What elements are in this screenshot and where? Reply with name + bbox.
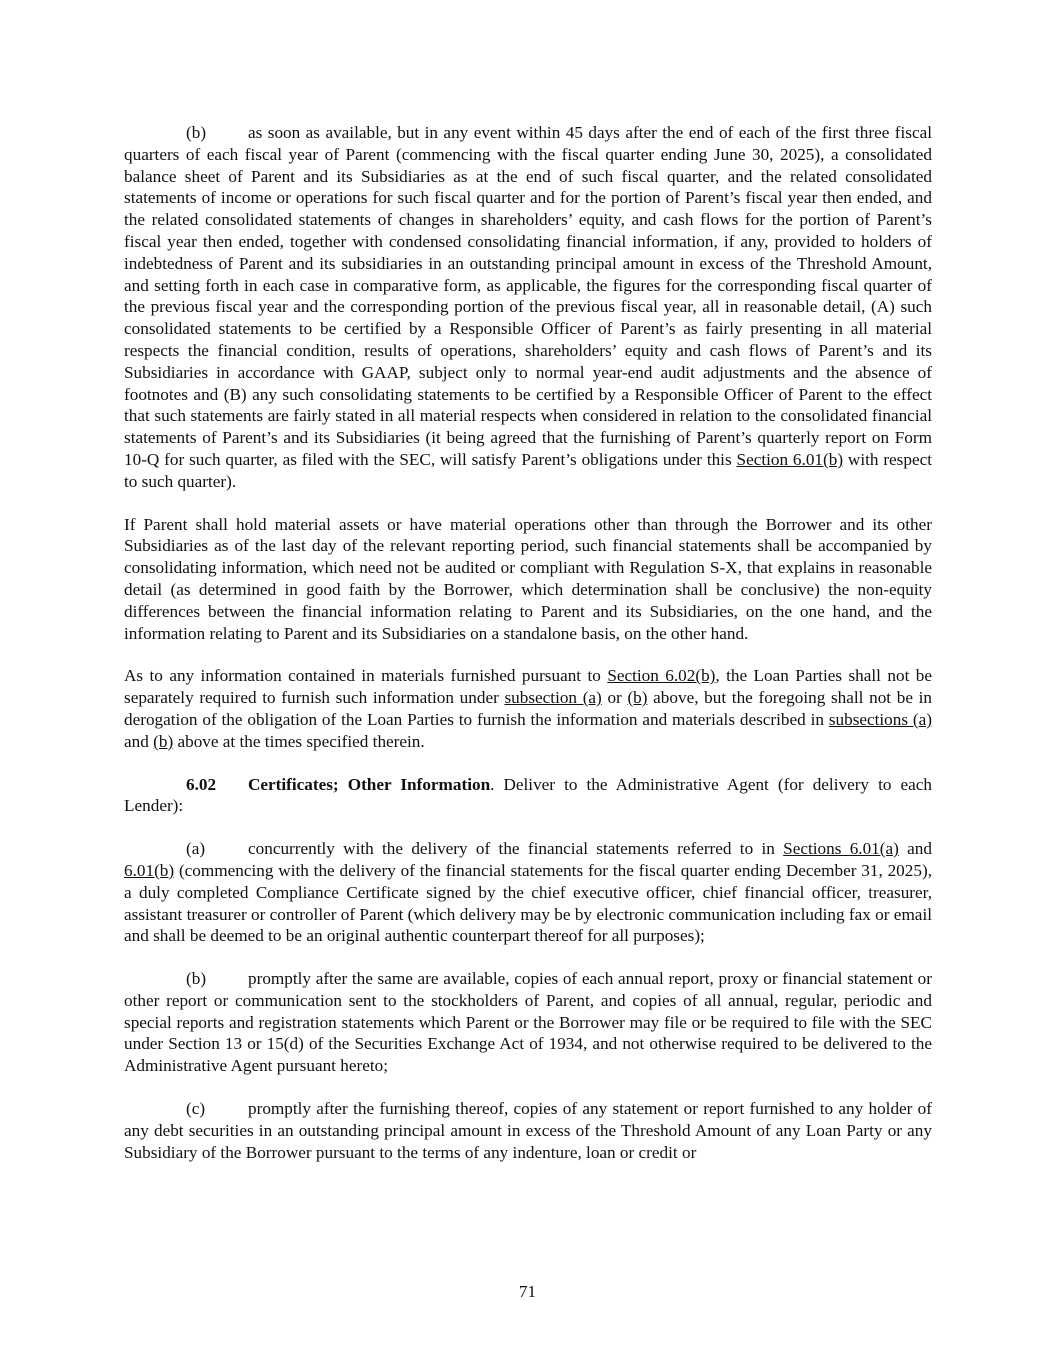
- paragraph-text: promptly after the furnishing thereof, copies of any statement or report furnished to any holder of any debt securities in an outstanding principal amount in excess of the Threshold Amount of any Loan Party or any Subsidiary of the Borrower pursuant to the terms of any indenture, loan or credit or: [124, 1099, 932, 1162]
- section-reference-link: 6.01(b): [124, 860, 175, 880]
- paragraph-text: as soon as available, but in any event within 45 days after the end of each of the first three fiscal quarters of each fiscal year of Parent (commencing with the fiscal quarter ending June 30, 2025), a consolidated balance sheet of Parent and its Subsidiaries as at the end of such fiscal quarter, and the related consolidated statements of income or operations for such fiscal quarter and for the portion of Parent’s fiscal year then ended, and the related consolidated statements of changes in shareholders’ equity, and cash flows for the portion of Parent’s fiscal year then ended, together with condensed consolidating financial information, if any, provided to holders of indebtedness of Parent and its subsidiaries in an outstanding principal amount in excess of the Threshold Amount, and setting forth in each case in comparative form, as applicable, the figures for the corresponding fiscal quarter of the previous fiscal year and the corresponding portion of the previous fiscal year, all in reasonable detail, (A) such consolidated statements to be certified by a Responsible Officer of Parent’s as fairly presenting in all material respects the financial condition, results of operations, shareholders’ equity and cash flows of Parent’s and its Subsidiaries in accordance with GAAP, subject only to normal year-end audit adjustments and the absence of footnotes and (B) any such consolidating statements to be certified by a Responsible Officer of Parent to the effect that such statements are fairly stated in all material respects when considered in relation to the consolidated financial statements of Parent’s and its Subsidiaries (it being agreed that the furnishing of Parent’s quarterly report on Form 10-Q for such quarter, as filed with the SEC, will satisfy Parent’s obligations under this: [124, 123, 932, 469]
- paragraph-text: concurrently with the delivery of the financial statements referred to in: [248, 839, 784, 859]
- item-c: [124, 1098, 932, 1163]
- section-reference-link: subsection (a): [504, 688, 602, 708]
- paragraph-text: If Parent shall hold material assets or have material operations other than through the Borrower and its other Subsidiaries as of the last day of the relevant reporting period, such financial statements shall be accompanied by consolidating information, which need not be audited or compliant with Regulation S-X, that explains in reasonable detail (as determined in good faith by the Borrower, which determination shall be conclusive) the non-equity differences between the financial information relating to Parent and its Subsidiaries, on the one hand, and the information relating to Parent and its Subsidiaries on a standalone basis, on the other hand.: [124, 514, 932, 643]
- paragraph-marker: (b): [186, 969, 207, 989]
- paragraph-as-to-information: [124, 665, 932, 752]
- section-reference-link: Section 6.02(b): [607, 666, 716, 686]
- paragraph-text: As to any information contained in materials furnished pursuant to: [124, 666, 608, 686]
- section-reference-link: Section 6.01(b): [736, 449, 844, 469]
- section-reference-link: Sections 6.01(a): [783, 839, 899, 859]
- paragraph-parent-consolidating: [124, 514, 932, 645]
- section-reference-link: subsections (a): [828, 709, 932, 729]
- paragraph-text: above at the times specified therein.: [173, 731, 425, 751]
- item-b: [124, 968, 932, 1077]
- paragraph-text: , the Loan Parties shall not be separately required to furnish such information under: [124, 666, 932, 708]
- paragraph-text: promptly after the same are available, copies of each annual report, proxy or financial statement or other report or communication sent to the stockholders of Parent, and copies of all annual, regular, periodic and special reports and registration statements which Parent or the Borrower may file or be required to file with the SEC under Section 13 or 15(d) of the Securities Exchange Act of 1934, and not otherwise required to be delivered to the Administrative Agent pursuant hereto;: [124, 969, 932, 1076]
- paragraph-text: (commencing with the delivery of the financial statements for the fiscal quarter ending December 31, 2025), a duly completed Compliance Certificate signed by the chief executive officer, chief financial officer, treasurer, assistant treasurer or controller of Parent (which delivery may be by electronic communication including fax or email and shall be deemed to be an original authentic counterpart thereof for all purposes);: [124, 860, 932, 946]
- paragraph-text: and: [124, 731, 154, 751]
- section-6-02-heading: [124, 774, 932, 818]
- paragraph-marker: (a): [186, 839, 206, 859]
- paragraph-marker: (c): [186, 1099, 206, 1119]
- section-reference-link: (b): [627, 688, 648, 708]
- document-page: [124, 122, 932, 1163]
- paragraph-text: and: [898, 839, 932, 859]
- paragraph-text: above, but the foregoing shall not be in derogation of the obligation of the Loan Parties to furnish the information and materials described in: [124, 688, 932, 729]
- paragraph-marker: (b): [186, 123, 207, 142]
- paragraph-text: . Deliver to the Administrative Agent (for delivery to each Lender):: [124, 774, 932, 816]
- paragraph-b: [124, 122, 932, 493]
- paragraph-text: or: [601, 688, 628, 708]
- paragraph-text: with respect to such quarter).: [124, 449, 932, 491]
- section-reference-link: (b): [153, 731, 174, 751]
- page-number: 71: [518, 1282, 537, 1301]
- section-number: 6.02: [186, 774, 217, 794]
- section-title: Certificates; Other Information: [248, 774, 491, 794]
- item-a: [124, 838, 932, 947]
